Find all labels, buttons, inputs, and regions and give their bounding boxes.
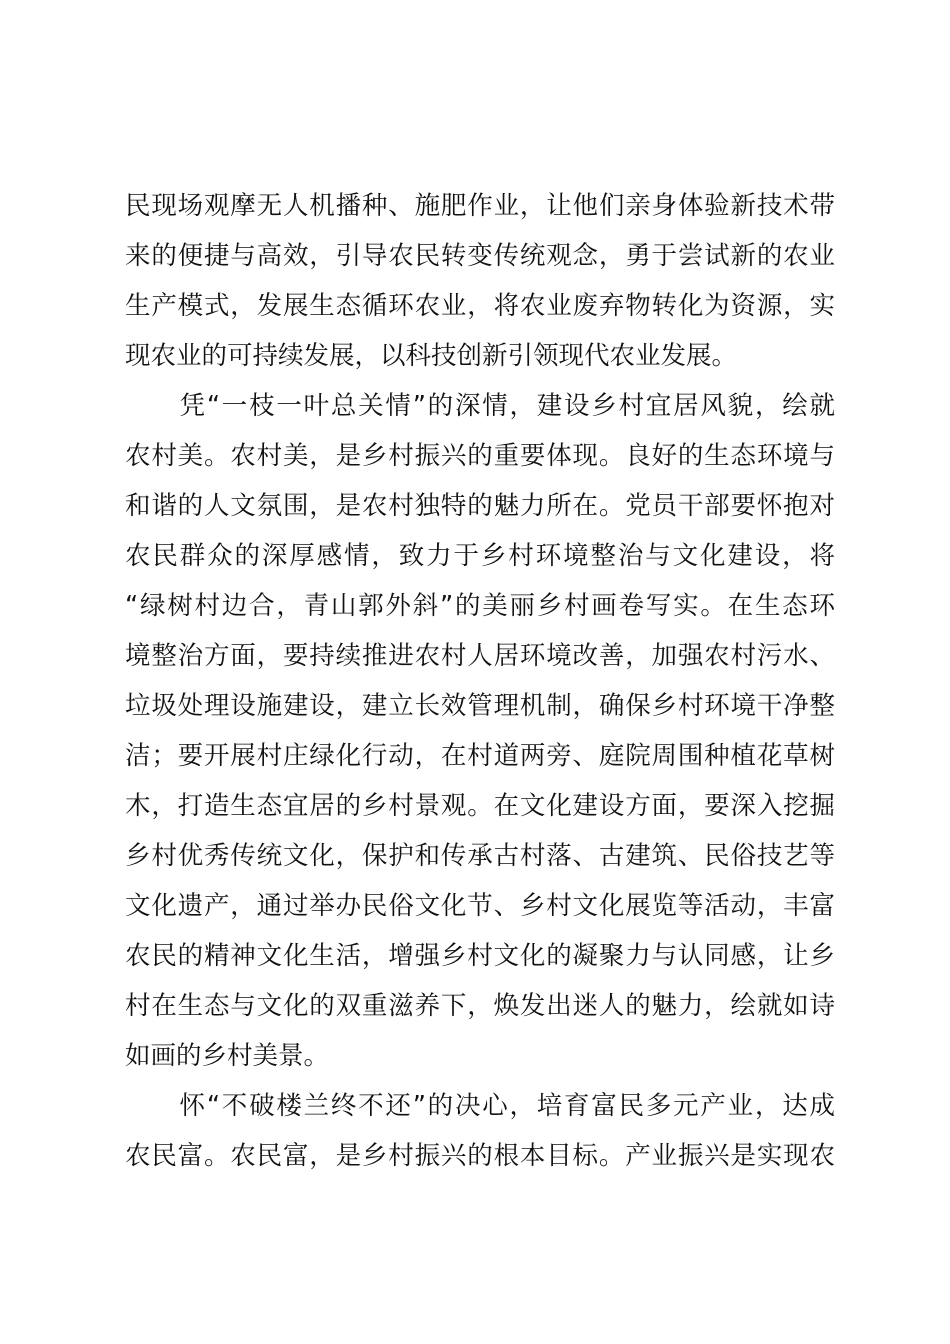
text-line: 现农业的可持续发展，以科技创新引领现代农业发展。	[125, 341, 738, 371]
text-line: 来的便捷与高效，引导农民转变传统观念，勇于尝试新的农业	[125, 241, 835, 271]
text-line: “绿树村边合，青山郭外斜”的美丽乡村画卷写实。在生态环	[125, 591, 835, 621]
text-line: 木，打造生态宜居的乡村景观。在文化建设方面，要深入挖掘	[125, 791, 835, 821]
text-line: 农村美。农村美，是乡村振兴的重要体现。良好的生态环境与	[125, 441, 835, 471]
text-line: 洁；要开展村庄绿化行动，在村道两旁、庭院周围种植花草树	[125, 741, 835, 771]
text-line: 凭“一枝一叶总关情”的深情，建设乡村宜居风貌，绘就	[125, 391, 835, 421]
text-line: 如画的乡村美景。	[125, 1041, 330, 1071]
text-line: 和谐的人文氛围，是农村独特的魅力所在。党员干部要怀抱对	[125, 491, 835, 521]
text-line: 乡村优秀传统文化，保护和传承古村落、古建筑、民俗技艺等	[125, 841, 835, 871]
text-line: 文化遗产，通过举办民俗文化节、乡村文化展览等活动，丰富	[125, 891, 835, 921]
text-line: 怀“不破楼兰终不还”的决心，培育富民多元产业，达成	[125, 1091, 835, 1121]
text-line: 农民群众的深厚感情，致力于乡村环境整治与文化建设，将	[125, 541, 835, 571]
text-line: 垃圾处理设施建设，建立长效管理机制，确保乡村环境干净整	[125, 691, 835, 721]
text-line: 农民富。农民富，是乡村振兴的根本目标。产业振兴是实现农	[125, 1141, 835, 1171]
text-line: 境整治方面，要持续推进农村人居环境改善，加强农村污水、	[125, 641, 835, 671]
text-line: 民现场观摩无人机播种、施肥作业，让他们亲身体验新技术带	[125, 191, 835, 221]
text-line: 村在生态与文化的双重滋养下，焕发出迷人的魅力，绘就如诗	[125, 991, 835, 1021]
text-line: 生产模式，发展生态循环农业，将农业废弃物转化为资源，实	[125, 291, 835, 321]
text-line: 农民的精神文化生活，增强乡村文化的凝聚力与认同感，让乡	[125, 941, 835, 971]
